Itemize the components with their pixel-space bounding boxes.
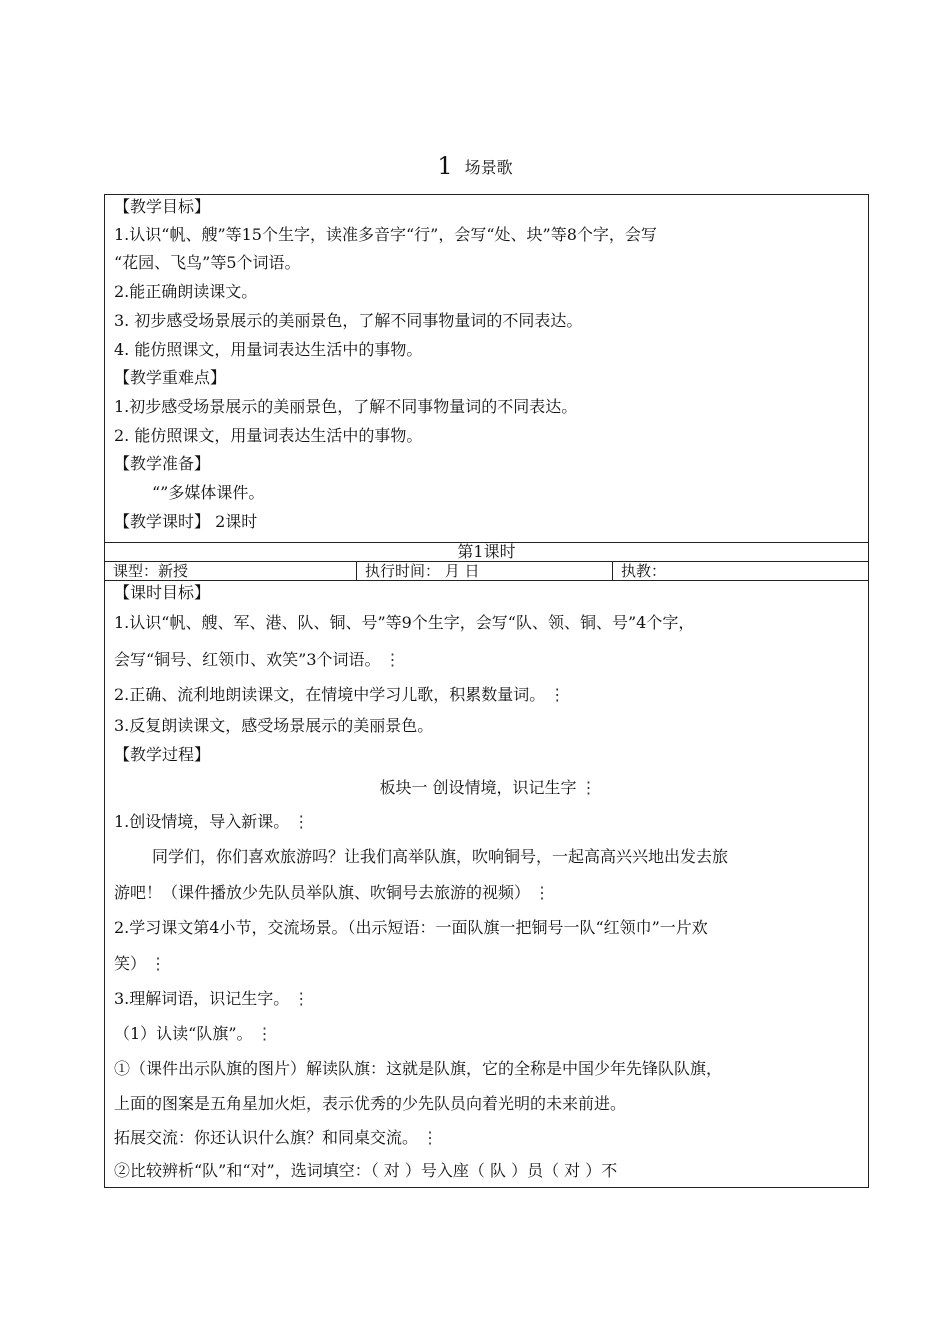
ellipsis-mark: ⋮ (580, 778, 597, 797)
teacher-cell: 执教： (621, 562, 667, 580)
process-line: （1）认读“队旗”。 ⋮ (114, 1024, 273, 1043)
ellipsis-mark: ⋮ (256, 1024, 273, 1043)
lesson-overview-box (104, 194, 869, 543)
process-line: 同学们，你们喜欢旅游吗？让我们高举队旗，吹响铜号，一起高高兴兴地出发去旅 (152, 847, 729, 866)
session-goal-line: 3.反复朗读课文，感受场景展示的美丽景色。 (114, 716, 434, 735)
lesson-type-cell: 课型：新授 (105, 562, 357, 580)
heading-session-goals: 【课时目标】 (114, 583, 211, 602)
goal-line: 4. 能仿照课文，用量词表达生活中的事物。 (114, 340, 423, 359)
goal-line: 1.认识“帆、艘”等15个生字，读准多音字“行”，会写“处、块”等8个字，会写 (114, 225, 657, 244)
ellipsis-mark: ⋮ (422, 1128, 439, 1147)
session-body-box (104, 580, 869, 1188)
process-line: 2.学习课文第4小节，交流场景。（出示短语：一面队旗一把铜号一队“红领巾”一片欢 (114, 918, 708, 937)
process-line: 1.创设情境，导入新课。 ⋮ (114, 812, 310, 831)
process-line: 笑） ⋮ (114, 954, 167, 973)
heading-teaching-process: 【教学过程】 (114, 745, 211, 764)
ellipsis-mark: ⋮ (549, 685, 566, 704)
lesson-title: 场景歌 (464, 157, 513, 177)
heading-lesson-count: 【教学课时】 2课时 (114, 512, 258, 531)
session-goal-line: 1.认识“帆、艘、军、港、队、铜、号”等9个生字，会写“队、领、铜、号”4个字， (114, 613, 695, 632)
key-point-line: 1.初步感受场景展示的美丽景色，了解不同事物量词的不同表达。 (114, 397, 578, 416)
page-title (0, 152, 950, 180)
ellipsis-mark: ⋮ (293, 812, 310, 831)
lesson-number: 1 (437, 152, 453, 180)
process-line: 游吧！（课件播放少先队员举队旗、吹铜号去旅游的视频） ⋮ (114, 883, 551, 902)
session-title: 第1课时 (457, 542, 516, 561)
key-point-line: 2. 能仿照课文，用量词表达生活中的事物。 (114, 426, 423, 445)
session-goal-line: 会写“铜号、红领巾、欢笑”3个词语。 ⋮ (114, 650, 401, 669)
ellipsis-mark: ⋮ (534, 883, 551, 902)
session-meta-row (104, 561, 869, 581)
process-line: 拓展交流：你还认识什么旗？和同桌交流。 ⋮ (114, 1128, 439, 1147)
process-line: 3.理解词语，识记生字。 ⋮ (114, 989, 310, 1008)
block-heading: 板块一 创设情境，识记生字 ⋮ (379, 778, 597, 797)
preparation-line: “”多媒体课件。 (152, 483, 265, 502)
session-goal-line: 2.正确、流利地朗读课文，在情境中学习儿歌，积累数量词。 ⋮ (114, 685, 566, 704)
heading-preparation: 【教学准备】 (114, 454, 211, 473)
ellipsis-mark: ⋮ (150, 954, 167, 973)
process-line: ①（课件出示队旗的图片）解读队旗：这就是队旗，它的全称是中国少年先锋队队旗， (114, 1059, 723, 1078)
process-line: 上面的图案是五角星加火炬，表示优秀的少先队员向着光明的未来前进。 (114, 1094, 627, 1113)
heading-teaching-goals: 【教学目标】 (114, 197, 211, 216)
process-line: ②比较辨析“队”和“对”，选词填空：（ 对 ）号入座（ 队 ）员（ 对 ）不 (114, 1161, 618, 1180)
ellipsis-mark: ⋮ (293, 989, 310, 1008)
session-title-bar (104, 542, 869, 562)
goal-line: 2.能正确朗读课文。 (114, 282, 258, 301)
heading-key-points: 【教学重难点】 (114, 368, 227, 387)
goal-line: 3. 初步感受场景展示的美丽景色，了解不同事物量词的不同表达。 (114, 311, 583, 330)
goal-line: “花园、飞鸟”等5个词语。 (114, 253, 301, 272)
ellipsis-mark: ⋮ (384, 650, 401, 669)
execution-time-cell: 执行时间： 月 日 (357, 562, 613, 580)
